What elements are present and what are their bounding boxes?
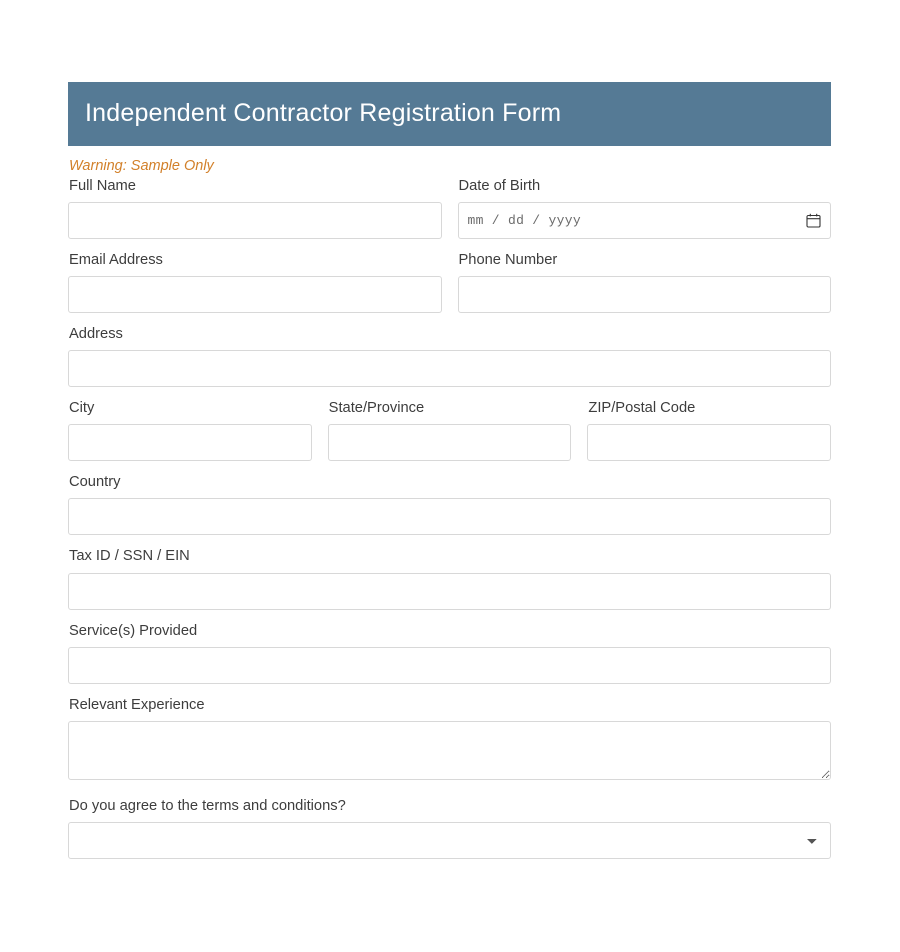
registration-form: [68, 82, 831, 859]
email-label: Email Address: [69, 252, 163, 268]
city-input[interactable]: [68, 424, 312, 461]
date-of-birth-label: Date of Birth: [458, 177, 541, 194]
date-of-birth-placeholder: mm / dd / yyyy: [467, 213, 581, 228]
tax-id-input[interactable]: [68, 573, 831, 610]
field-services: [68, 622, 831, 684]
field-tax-id: [68, 547, 831, 609]
country-label: Country: [69, 474, 121, 491]
field-terms: [68, 797, 831, 859]
country-input[interactable]: [68, 498, 831, 535]
address-label: Address: [69, 326, 123, 343]
field-country: [68, 473, 831, 535]
experience-textarea[interactable]: [68, 721, 831, 780]
experience-label: Relevant Experience: [69, 696, 205, 713]
date-of-birth-input[interactable]: [458, 202, 832, 239]
terms-label: Do you agree to the terms and conditions?: [69, 797, 346, 814]
address-input[interactable]: [68, 350, 831, 387]
zip-input[interactable]: [587, 424, 831, 461]
calendar-icon[interactable]: [806, 213, 821, 228]
page-title: Independent Contractor Registration Form: [68, 82, 831, 146]
warning-text: Warning: Sample Only: [69, 157, 214, 174]
field-date-of-birth: [458, 177, 832, 239]
phone-label: Phone Number: [458, 252, 558, 268]
terms-select[interactable]: [68, 822, 831, 859]
row-city-state-zip: [68, 399, 831, 461]
services-label: Service(s) Provided: [69, 622, 198, 639]
zip-label: ZIP/Postal Code: [588, 400, 696, 417]
field-address: [68, 325, 831, 387]
field-experience: [68, 696, 831, 785]
full-name-input[interactable]: [68, 202, 442, 239]
field-full-name: [68, 177, 442, 239]
row-name-dob: [68, 177, 831, 239]
tax-id-label: Tax ID / SSN / EIN: [69, 548, 190, 565]
state-label: State/Province: [328, 400, 425, 417]
city-label: City: [69, 400, 95, 417]
state-input[interactable]: [328, 424, 572, 461]
field-email: [68, 251, 442, 313]
row-email-phone: [68, 251, 831, 313]
services-input[interactable]: [68, 647, 831, 684]
field-city: [68, 399, 312, 461]
phone-input[interactable]: [458, 276, 832, 313]
full-name-label: Full Name: [69, 177, 136, 194]
email-input[interactable]: [68, 276, 442, 313]
field-zip: [587, 399, 831, 461]
field-state: [328, 399, 572, 461]
field-phone: [458, 251, 832, 313]
